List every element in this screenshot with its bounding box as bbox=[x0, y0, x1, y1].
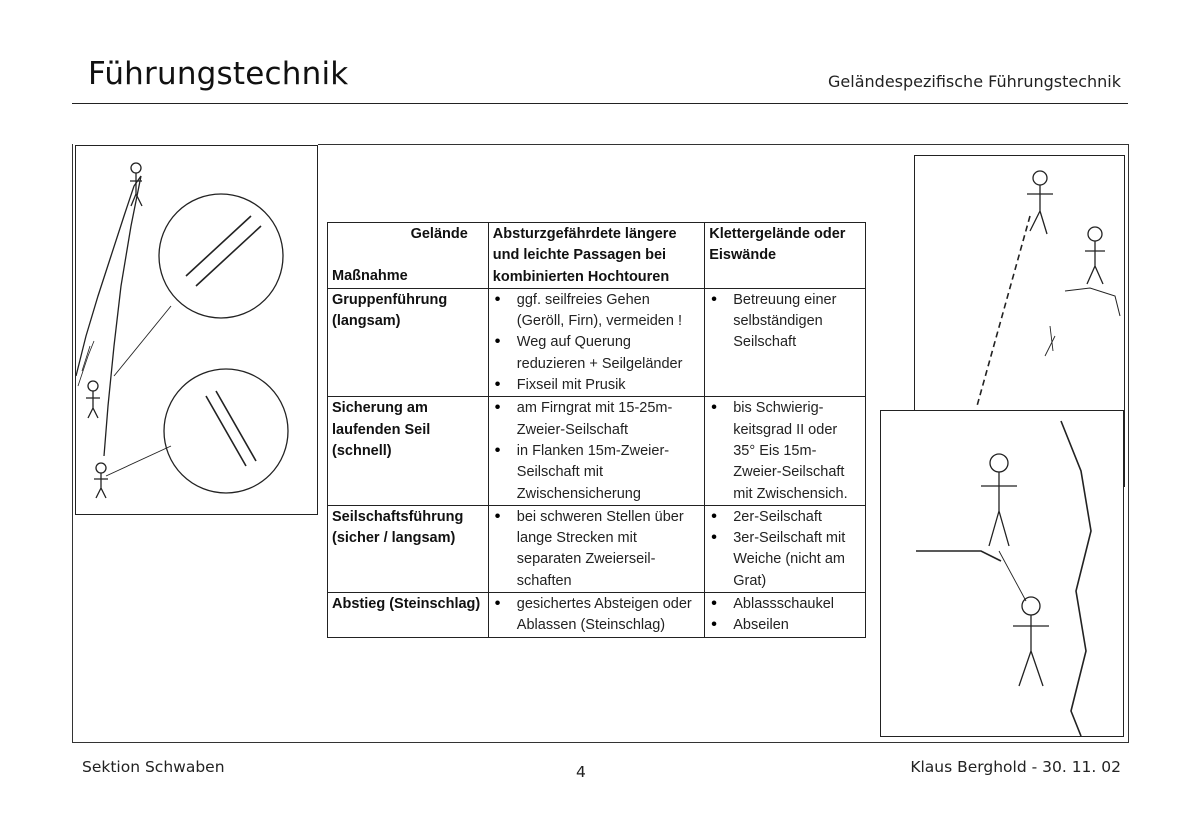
footer-author-date: Klaus Berghold - 30. 11. 02 bbox=[910, 758, 1121, 776]
ridge-sketch bbox=[76, 146, 317, 514]
header-cell-passages: Absturzgefährdete längere und leichte Passagen bei kombinierten Hochtouren bbox=[488, 223, 704, 289]
table-row bbox=[328, 505, 866, 592]
illustration-rope-team-ridge bbox=[75, 145, 318, 515]
list-item: • gesichertes Absteigen oder Ablassen (Steinschlag) bbox=[493, 594, 700, 637]
header-cell-climbing: Klettergelände oder Eiswände bbox=[705, 223, 866, 289]
bullet-list bbox=[709, 398, 861, 504]
table-row bbox=[328, 593, 866, 638]
row-label: Abstieg (Steinschlag) bbox=[328, 593, 489, 638]
footer-section-name: Sektion Schwaben bbox=[82, 758, 225, 776]
list-item: • bei schweren Stellen über lange Strecken mit separaten Zweierseil-schaften bbox=[493, 507, 700, 592]
list-item: • 2er-Seilschaft bbox=[709, 507, 861, 528]
header-terrain-label: Gelände bbox=[410, 226, 468, 242]
bullet-list bbox=[709, 594, 861, 637]
ledge-sketch bbox=[881, 411, 1123, 736]
list-item: • Betreuung einer selbständigen Seilschaft bbox=[709, 290, 861, 354]
list-item: • Weg auf Querung reduzieren + Seilgeländer bbox=[493, 332, 700, 375]
list-item: • Fixseil mit Prusik bbox=[493, 375, 700, 396]
list-item: • am Firngrat mit 15-25m-Zweier-Seilschaft bbox=[493, 398, 700, 441]
list-item: • 3er-Seilschaft mit Weiche (nicht am Grat) bbox=[709, 528, 861, 592]
bullet-list bbox=[709, 507, 861, 592]
list-item: • Ablassschaukel bbox=[709, 594, 861, 615]
bullet-list bbox=[493, 290, 700, 396]
bullet-list bbox=[493, 507, 700, 592]
header-cell-corner bbox=[328, 223, 489, 289]
list-item: • bis Schwierig-keitsgrad II oder 35° Eis 15m-Zweier-Seilschaft mit Zwischensich. bbox=[709, 398, 861, 504]
bullet-list bbox=[493, 398, 700, 504]
list-item: • in Flanken 15m-Zweier-Seilschaft mit Zwischensicherung bbox=[493, 441, 700, 505]
content-frame-top bbox=[318, 144, 1128, 145]
header-measure-label: Maßnahme bbox=[332, 268, 408, 285]
table-header-row bbox=[328, 223, 866, 289]
page-title: Führungstechnik bbox=[88, 56, 349, 92]
illustration-belay-ledge bbox=[880, 410, 1124, 737]
list-item: • Abseilen bbox=[709, 615, 861, 636]
row-label: Seilschaftsführung (sicher / langsam) bbox=[328, 505, 489, 592]
table-row bbox=[328, 397, 866, 505]
footer-page-number: 4 bbox=[576, 763, 586, 781]
technique-table bbox=[327, 222, 866, 638]
page-subtitle: Geländespezifische Führungstechnik bbox=[828, 72, 1121, 91]
row-label: Gruppenführung (langsam) bbox=[328, 288, 489, 396]
row-label: Sicherung am laufenden Seil (schnell) bbox=[328, 397, 489, 505]
table-row bbox=[328, 288, 866, 396]
header-rule bbox=[72, 103, 1128, 104]
bullet-list bbox=[709, 290, 861, 354]
list-item: • ggf. seilfreies Gehen (Geröll, Firn), vermeiden ! bbox=[493, 290, 700, 333]
bullet-list bbox=[493, 594, 700, 637]
